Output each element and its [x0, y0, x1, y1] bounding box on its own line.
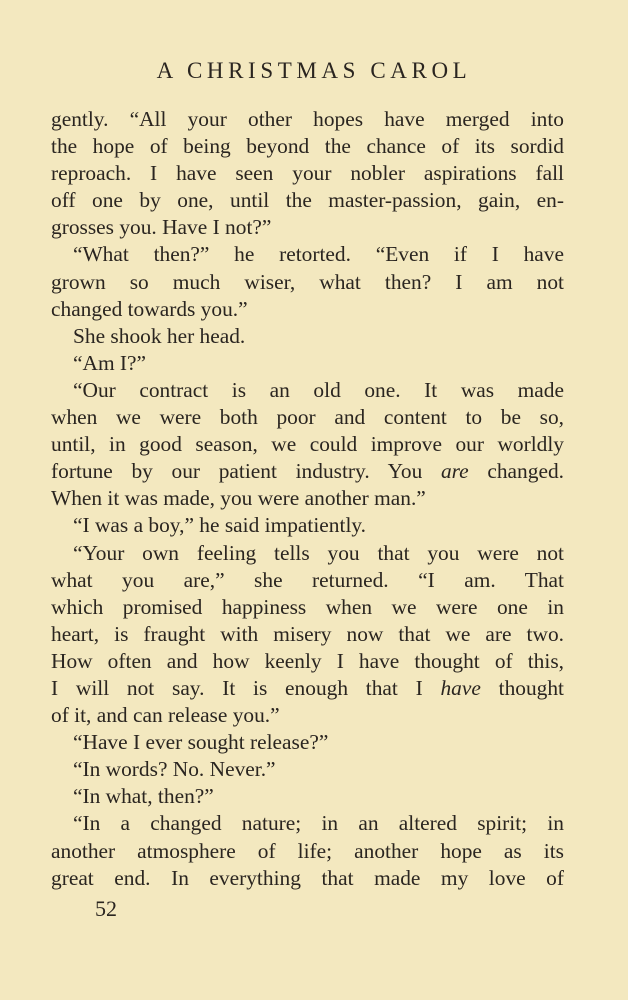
- text-segment: How often and how keenly I have thought of this,: [51, 648, 564, 673]
- text-line: [51, 756, 564, 783]
- text-segment: “What then?” he retorted. “Even if I have: [73, 242, 564, 267]
- text-line: [51, 269, 564, 296]
- text-segment: When it was made, you were another man.”: [51, 486, 426, 511]
- text-segment: great end. In everything that made my love of: [51, 865, 564, 890]
- text-segment: “In words? No. Never.”: [73, 757, 276, 782]
- text-segment: heart, is fraught with misery now that we are two.: [51, 621, 564, 646]
- text-segment: I will not say. It is enough that I: [51, 675, 441, 700]
- text-line: [51, 458, 564, 485]
- text-segment: “Have I ever sought release?”: [73, 730, 329, 755]
- text-segment: reproach. I have seen your nobler aspirations fall: [51, 161, 564, 186]
- text-line: [51, 187, 564, 214]
- text-segment: when we were both poor and content to be so,: [51, 405, 564, 430]
- italic-emphasis: are: [440, 459, 469, 484]
- text-line: [51, 702, 564, 729]
- text-line: [51, 350, 564, 377]
- text-segment: grown so much wiser, what then? I am not: [51, 269, 564, 294]
- text-line: [51, 431, 564, 458]
- text-line: [51, 838, 564, 865]
- text-line: [51, 865, 564, 892]
- text-segment: fortune by our patient industry. You: [51, 459, 441, 484]
- text-segment: grosses you. Have I not?”: [51, 215, 272, 240]
- text-segment: She shook her head.: [73, 323, 246, 348]
- text-line: [51, 485, 564, 512]
- text-line: [51, 648, 564, 675]
- text-line: [51, 160, 564, 187]
- text-segment: which promised happiness when we were one in: [51, 594, 564, 619]
- text-segment: “Your own feeling tells you that you were not: [73, 540, 564, 565]
- text-line: [51, 512, 564, 539]
- text-segment: changed towards you.”: [51, 296, 248, 321]
- text-line: [51, 323, 564, 350]
- text-segment: off one by one, until the master-passion, gain, en-: [51, 188, 564, 213]
- body-text: [51, 106, 564, 892]
- text-line: [51, 594, 564, 621]
- text-line: [51, 621, 564, 648]
- text-segment: thought: [480, 675, 564, 700]
- text-line: [51, 133, 564, 160]
- text-line: [51, 404, 564, 431]
- text-segment: “Am I?”: [73, 350, 147, 375]
- text-line: [51, 783, 564, 810]
- page-number: 52: [95, 896, 117, 921]
- text-line: [51, 377, 564, 404]
- text-line: [51, 567, 564, 594]
- text-line: [51, 540, 564, 567]
- text-line: [51, 106, 564, 133]
- text-line: [51, 214, 564, 241]
- text-line: [51, 675, 564, 702]
- italic-emphasis: have: [440, 675, 481, 700]
- text-segment: another atmosphere of life; another hope as its: [51, 838, 564, 863]
- text-segment: “In what, then?”: [73, 784, 214, 809]
- text-segment: gently. “All your other hopes have merged into: [51, 107, 564, 131]
- text-segment: changed.: [468, 459, 564, 484]
- text-segment: “Our contract is an old one. It was made: [73, 377, 564, 402]
- text-line: [51, 296, 564, 323]
- text-line: [51, 241, 564, 268]
- text-segment: until, in good season, we could improve our worldly: [51, 432, 564, 457]
- text-segment: of it, and can release you.”: [51, 703, 280, 728]
- text-line: [51, 810, 564, 837]
- running-head: A CHRISTMAS CAROL: [156, 58, 472, 83]
- text-line: [51, 729, 564, 756]
- text-segment: “I was a boy,” he said impatiently.: [73, 513, 367, 538]
- text-segment: what you are,” she returned. “I am. That: [51, 567, 564, 592]
- text-segment: “In a changed nature; in an altered spirit; in: [73, 811, 564, 836]
- text-segment: the hope of being beyond the chance of its sordid: [51, 134, 564, 159]
